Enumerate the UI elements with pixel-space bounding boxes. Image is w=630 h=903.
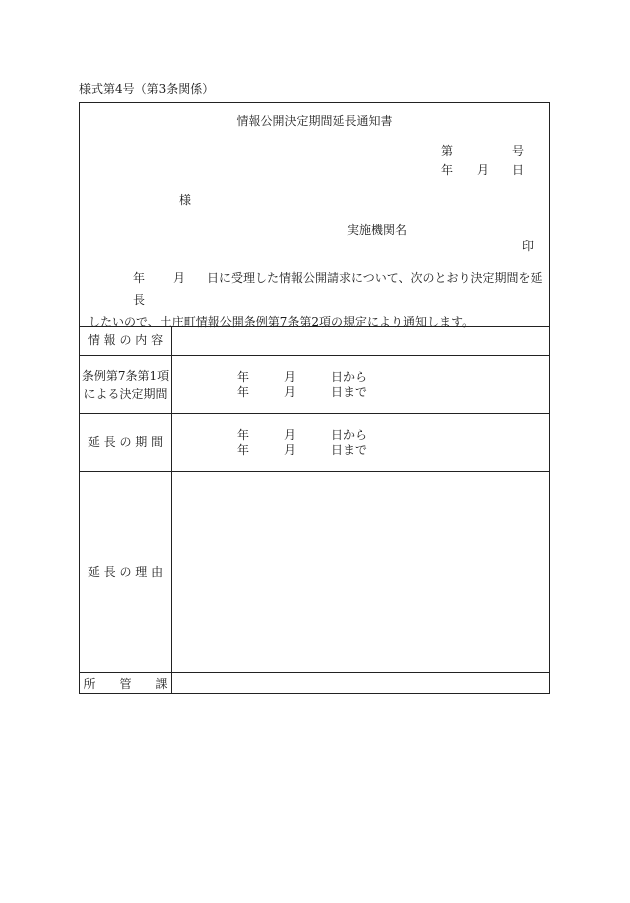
doc-number-prefix: 第 bbox=[441, 144, 454, 158]
form-number: 様式第4号（第3条関係） bbox=[79, 82, 215, 96]
notice-month: 月 bbox=[173, 271, 186, 285]
extension-to-month: 月 bbox=[284, 443, 297, 457]
divider bbox=[80, 672, 549, 673]
decision-from-month: 月 bbox=[284, 370, 297, 384]
addressee-suffix: 様 bbox=[179, 193, 192, 207]
decision-period-dates bbox=[237, 370, 367, 400]
extension-to-year: 年 bbox=[237, 443, 250, 457]
notice-form bbox=[79, 102, 550, 694]
extension-period-dates bbox=[237, 428, 367, 458]
decision-from-year: 年 bbox=[237, 370, 250, 384]
notice-text-line1: 日に受理した情報公開請求について、次のとおり決定期間を延長 bbox=[133, 271, 543, 307]
extension-from-month: 月 bbox=[284, 428, 297, 442]
info-content-label: 情 報 の 内 容 bbox=[87, 333, 164, 347]
doc-number-suffix: 号 bbox=[512, 144, 525, 158]
divider bbox=[80, 355, 549, 356]
notice-year: 年 bbox=[133, 271, 146, 285]
notice-text-line2: したいので、土庄町情報公開条例第7条第2項の規定により通知します。 bbox=[88, 315, 475, 329]
extension-to-day: 日まで bbox=[331, 443, 368, 457]
date-day: 日 bbox=[512, 163, 525, 177]
divider bbox=[80, 326, 549, 327]
agency-name-label: 実施機関名 bbox=[347, 223, 408, 237]
decision-period-label bbox=[80, 367, 171, 403]
date-month: 月 bbox=[477, 163, 490, 177]
divider bbox=[80, 413, 549, 414]
decision-period-label-line2: による決定期間 bbox=[83, 387, 168, 401]
decision-to-month: 月 bbox=[284, 385, 297, 399]
date-year: 年 bbox=[441, 163, 454, 177]
divider bbox=[80, 471, 549, 472]
seal-label: 印 bbox=[522, 239, 535, 253]
notice-text bbox=[88, 267, 548, 333]
extension-from-day: 日から bbox=[331, 428, 368, 442]
column-divider bbox=[171, 326, 172, 693]
decision-to-year: 年 bbox=[237, 385, 250, 399]
extension-from-year: 年 bbox=[237, 428, 250, 442]
document-title: 情報公開決定期間延長通知書 bbox=[236, 114, 393, 128]
extension-period-label: 延 長 の 期 間 bbox=[87, 435, 164, 449]
extension-reason-label: 延 長 の 理 由 bbox=[87, 565, 164, 579]
decision-period-label-line1: 条例第7条第1項 bbox=[81, 369, 170, 383]
department-label: 所 管 課 bbox=[83, 677, 168, 691]
decision-from-day: 日から bbox=[331, 370, 368, 384]
decision-to-day: 日まで bbox=[331, 385, 368, 399]
